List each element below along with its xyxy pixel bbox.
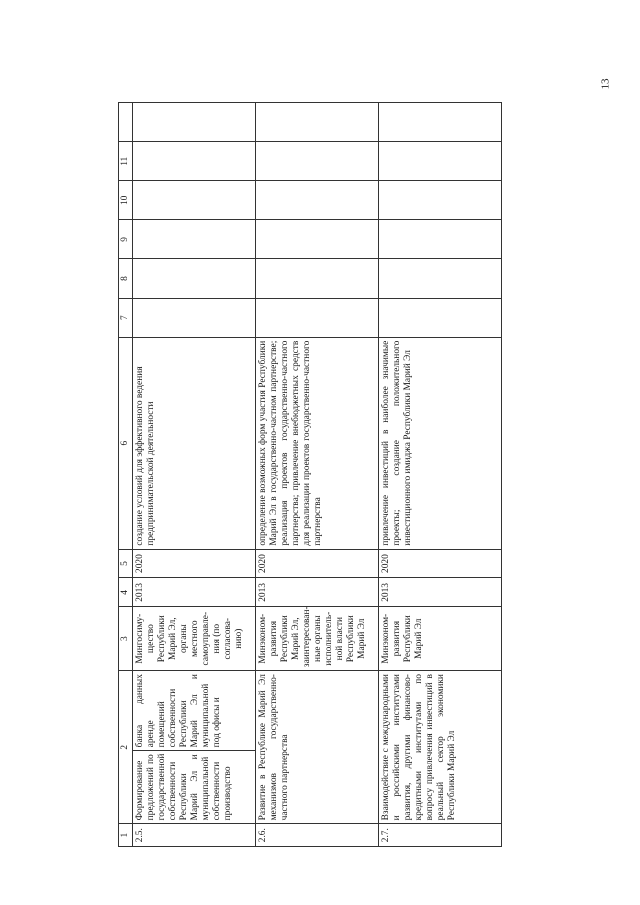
measure-name: Формирование предложений по государственной собственности Республики Марий Эл и муниципальной собственности производство xyxy=(133,751,256,824)
executor: Мингосиму-щество Республики Марий Эл, органы местного самоуправле-ния (по согласова-нию) xyxy=(133,607,256,671)
table-row xyxy=(256,103,379,847)
table-row xyxy=(379,103,502,847)
measure-detail: банка данных аренде помещений собственности Республики Марий Эл и муниципальной под офисы и xyxy=(133,671,256,751)
header-col-3: 3 xyxy=(119,607,133,671)
start-year: 2013 xyxy=(256,578,379,607)
header-col-1: 1 xyxy=(119,824,133,847)
row-number: 2.7. xyxy=(379,824,502,847)
header-col-11: 11 xyxy=(119,142,133,181)
header-col-blank xyxy=(119,103,133,142)
header-col-6: 6 xyxy=(119,337,133,549)
start-year: 2013 xyxy=(133,578,256,607)
executor: Минэконом-развития Республики Марий Эл xyxy=(379,607,502,671)
measures-table xyxy=(118,102,502,847)
row-number: 2.6. xyxy=(256,824,379,847)
rotated-table-container xyxy=(118,102,528,847)
header-row xyxy=(119,103,133,847)
measure-name: Взаимодействие с международными и российскими институтами развития, другими финансово-кредитными институтами по вопросу привлечения инвестиций в реальный сектор экономики Республики Марий Эл xyxy=(379,671,502,824)
expected-result: создание условий для эффективного ведения предпринимательской деятельности xyxy=(133,337,256,549)
header-col-9: 9 xyxy=(119,220,133,259)
header-col-10: 10 xyxy=(119,181,133,220)
header-col-4: 4 xyxy=(119,578,133,607)
header-col-5: 5 xyxy=(119,549,133,578)
executor: Минэконом-развития Республики Марий Эл, заинтересован-ные органы исполнитель-ной власти Республики Марий Эл xyxy=(256,607,379,671)
page-number: 13 xyxy=(599,78,612,90)
end-year: 2020 xyxy=(133,549,256,578)
end-year: 2020 xyxy=(379,549,502,578)
end-year: 2020 xyxy=(256,549,379,578)
table-row xyxy=(133,103,256,847)
expected-result: привлечение инвестиций в наиболее значимые проекты; создание положительного инвестиционного имиджа Республики Марий Эл xyxy=(379,337,502,549)
expected-result: определение возможных форм участия Республики Марий Эл в государственно-частном партнерстве; реализация проектов государственно-частного партнерства; привлечение внебюджетных средств для реализации проектов государственно-частного партнерства xyxy=(256,337,379,549)
header-col-8: 8 xyxy=(119,259,133,298)
start-year: 2013 xyxy=(379,578,502,607)
header-col-2: 2 xyxy=(119,671,133,824)
row-number: 2.5. xyxy=(133,824,256,847)
header-col-7: 7 xyxy=(119,298,133,337)
measure-name: Развитие в Республике Марий Эл механизмов государственно-частного партнерства xyxy=(256,671,379,824)
